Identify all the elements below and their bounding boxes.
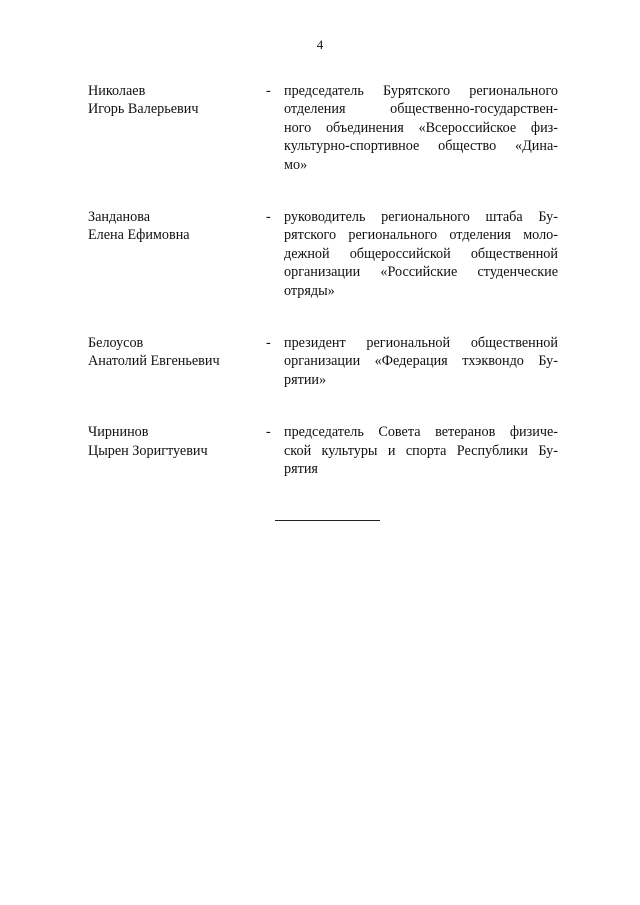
entry-dash: - <box>266 335 271 352</box>
closing-divider <box>275 520 380 521</box>
member-name <box>88 208 266 245</box>
entry-dash: - <box>266 83 271 99</box>
member-name <box>88 334 266 371</box>
position-line: рятского регионального отделения моло- <box>284 227 558 244</box>
position-line: организации «Федерация тхэквондо Бу- <box>284 353 558 370</box>
member-entry <box>88 82 558 174</box>
position-line: ного объединения «Всероссийское физ- <box>284 119 558 136</box>
member-given-names: Цырен Зоригтуевич <box>88 442 208 459</box>
position-line: ской культуры и спорта Республики Бу- <box>284 442 558 459</box>
member-position <box>284 208 558 300</box>
member-list <box>88 82 558 479</box>
position-line: культурно-спортивное общество «Дина- <box>284 138 558 155</box>
position-line: организации «Российские студенческие <box>284 264 558 281</box>
position-line: президент региональной общественной <box>284 335 558 352</box>
member-given-names: Елена Ефимовна <box>88 227 190 244</box>
position-line: руководитель регионального штаба Бу- <box>284 209 558 226</box>
position-line: председатель Совета ветеранов физиче- <box>284 424 558 441</box>
position-line: отделения общественно-государствен- <box>284 101 558 118</box>
member-surname: Николаев <box>88 83 146 99</box>
member-position <box>284 82 558 174</box>
position-line: председатель Бурятского регионального <box>284 83 558 99</box>
entry-dash: - <box>266 209 271 226</box>
page-number: 4 <box>316 37 324 52</box>
member-name <box>88 423 266 460</box>
member-given-names: Игорь Валерьевич <box>88 101 199 118</box>
member-surname: Чирнинов <box>88 424 149 441</box>
position-line: мо» <box>284 156 308 173</box>
member-position <box>284 423 558 478</box>
member-entry <box>88 334 558 389</box>
member-given-names: Анатолий Евгеньевич <box>88 353 220 370</box>
member-name <box>88 82 266 119</box>
position-line: рятии» <box>284 371 327 388</box>
member-surname: Белоусов <box>88 335 144 352</box>
position-line: дежной общероссийской общественной <box>284 245 558 262</box>
entry-dash: - <box>266 424 271 441</box>
member-entry <box>88 423 558 478</box>
member-position <box>284 334 558 389</box>
member-surname: Занданова <box>88 209 151 226</box>
position-line: отряды» <box>284 282 335 299</box>
position-line: рятия <box>284 461 318 478</box>
member-entry <box>88 208 558 300</box>
